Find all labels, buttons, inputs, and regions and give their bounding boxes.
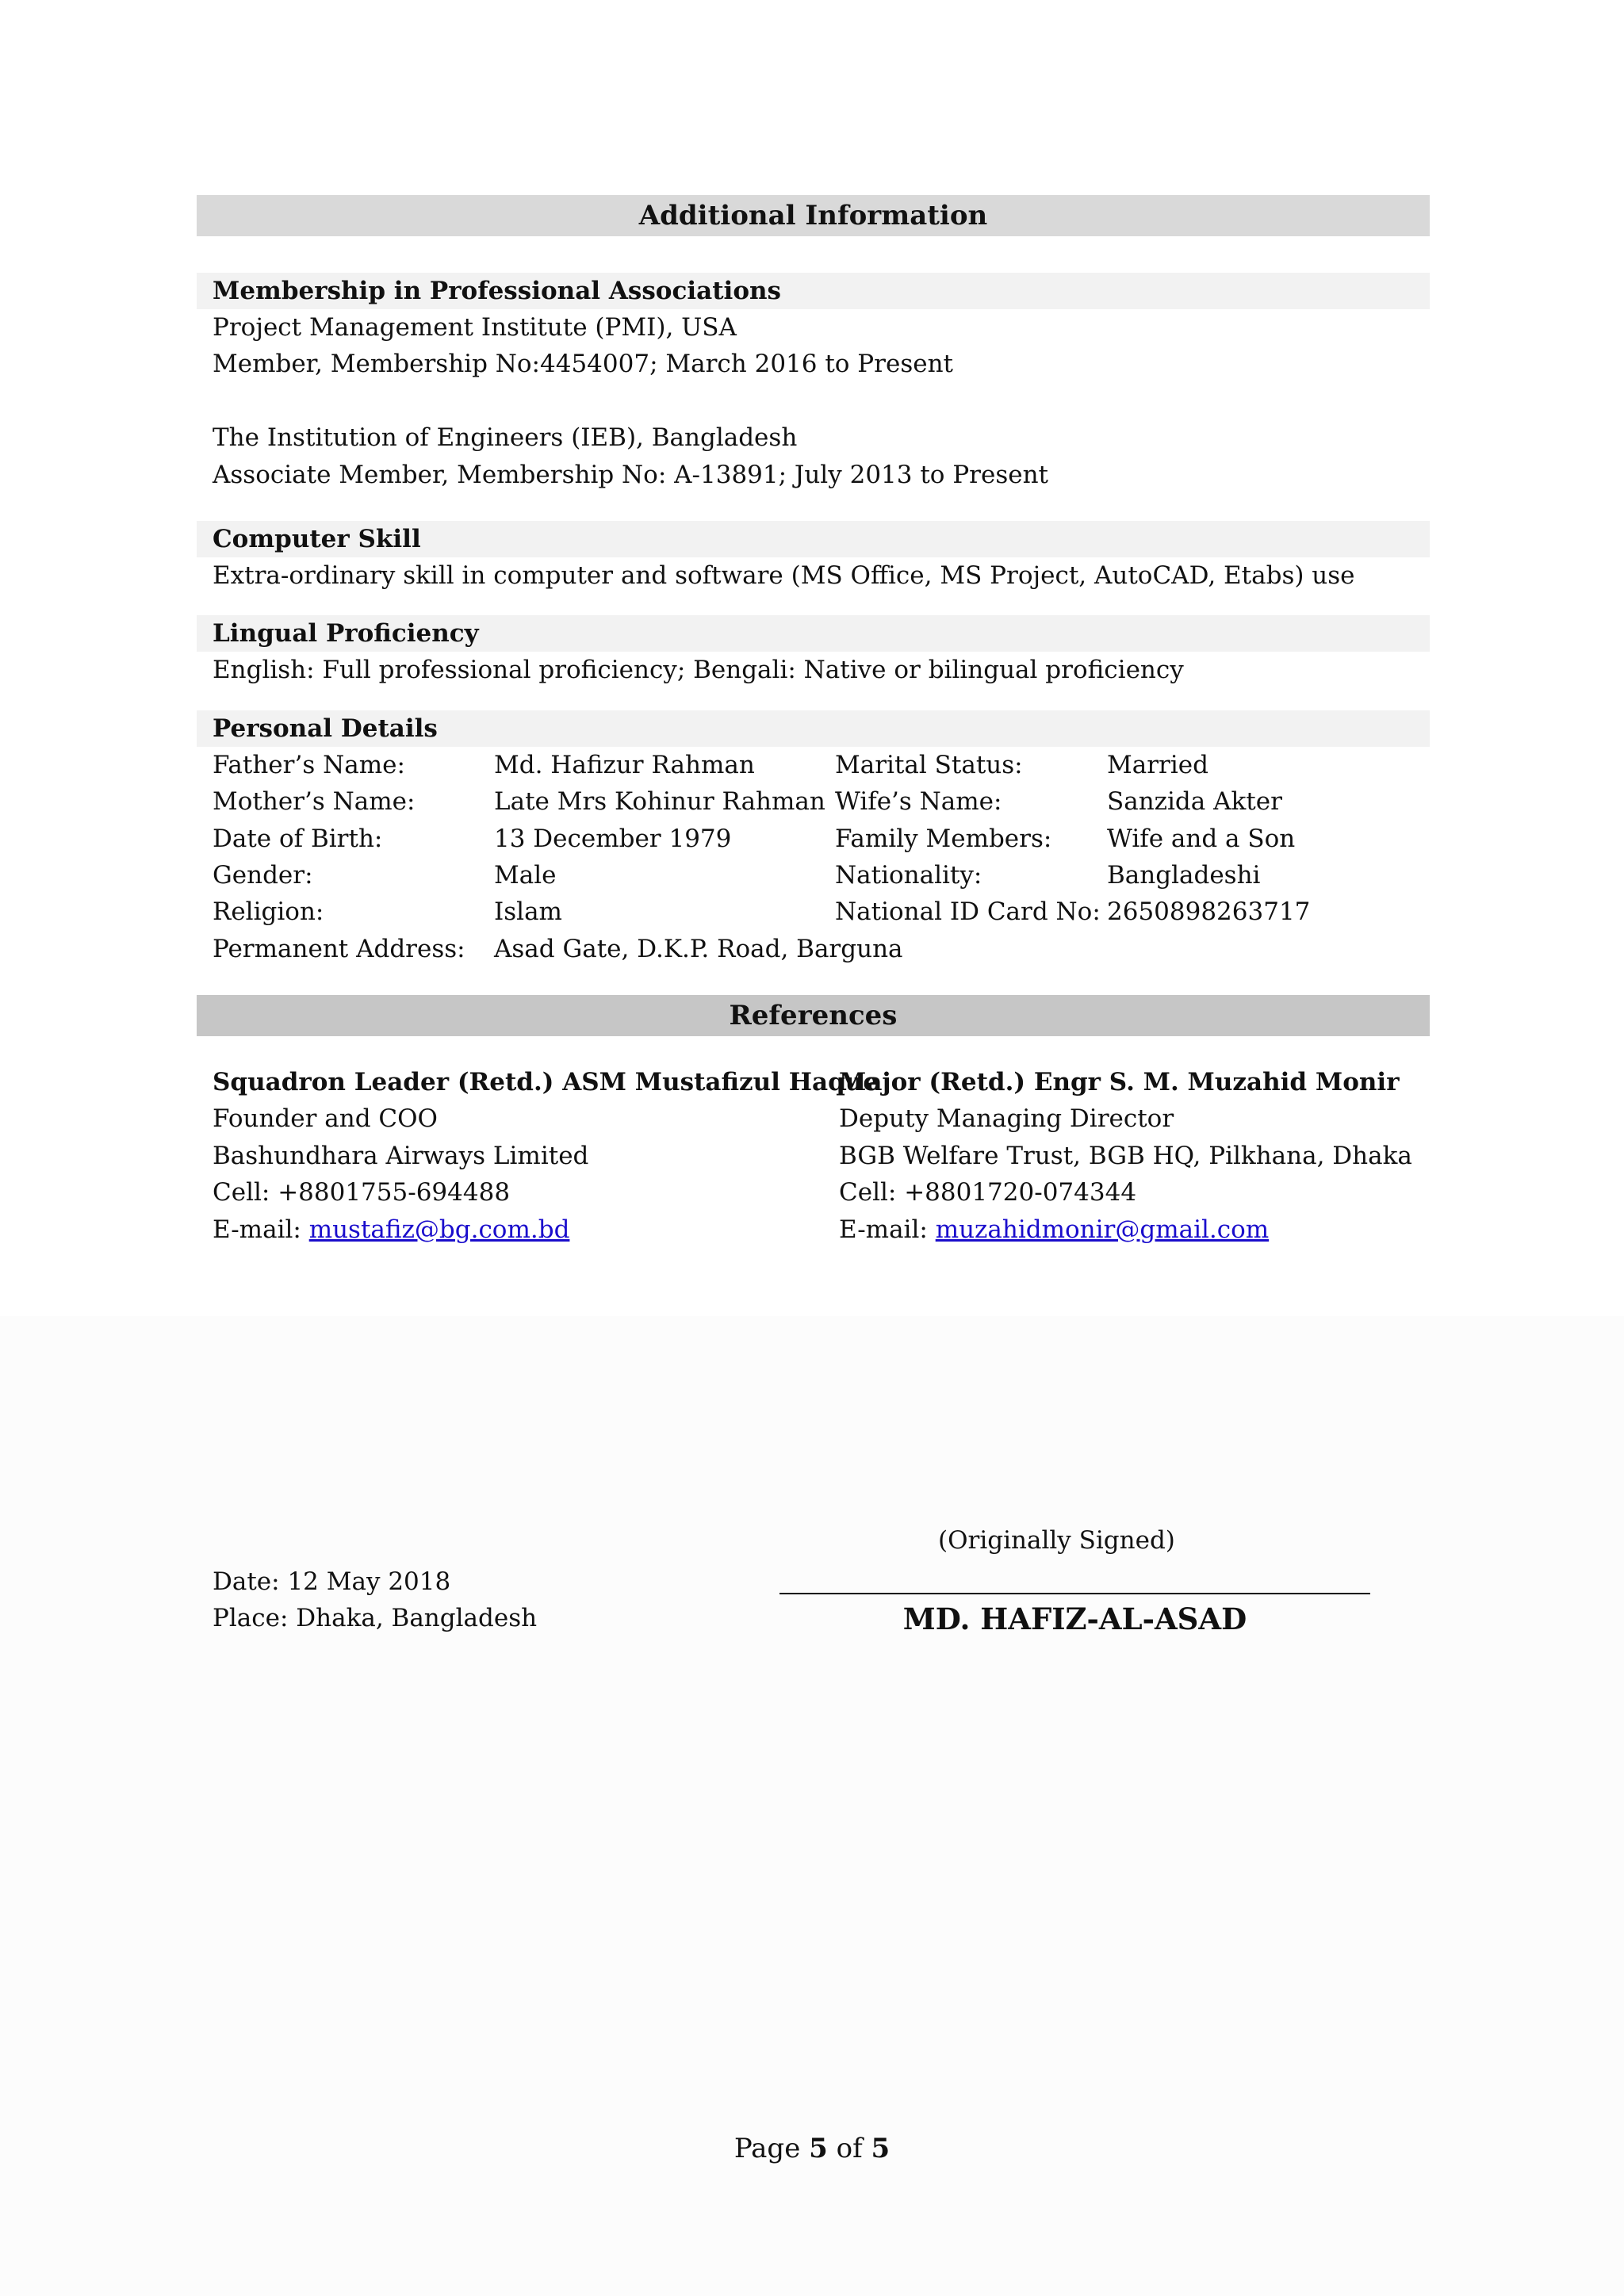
computer-skill-heading: Computer Skill bbox=[197, 521, 1430, 557]
detail-label bbox=[835, 931, 1107, 967]
personal-details-heading: Personal Details bbox=[197, 710, 1430, 747]
membership-org: The Institution of Engineers (IEB), Bangladesh bbox=[213, 423, 798, 453]
detail-label: Family Members: bbox=[835, 824, 1052, 853]
detail-value: Sanzida Akter bbox=[1107, 787, 1282, 817]
personal-details-row bbox=[197, 894, 1430, 930]
detail-label: Gender: bbox=[213, 860, 313, 890]
additional-information-heading: Additional Information bbox=[197, 195, 1430, 236]
total-pages: 5 bbox=[871, 2133, 891, 2164]
reference-organization: BGB Welfare Trust, BGB HQ, Pilkhana, Dhaka bbox=[839, 1141, 1412, 1170]
reference-email-link[interactable]: mustafiz@bg.com.bd bbox=[308, 1215, 570, 1244]
personal-details-row bbox=[197, 857, 1430, 894]
detail-label: Date of Birth: bbox=[213, 824, 383, 853]
references-list bbox=[197, 1064, 1430, 1248]
reference-cell: Cell: +8801720-074344 bbox=[839, 1178, 1137, 1207]
detail-value: Late Mrs Kohinur Rahman bbox=[494, 787, 825, 817]
reference-card bbox=[839, 1064, 1412, 1248]
detail-label: Wife’s Name: bbox=[835, 787, 1002, 817]
signature-date: Date: 12 May 2018 bbox=[213, 1567, 451, 1596]
signature-line bbox=[779, 1593, 1370, 1594]
reference-name: Major (Retd.) Engr S. M. Muzahid Monir bbox=[839, 1068, 1400, 1097]
blank-line bbox=[197, 383, 1430, 419]
detail-value bbox=[1107, 931, 1424, 967]
personal-details-row bbox=[197, 747, 1430, 783]
detail-label: Father’s Name: bbox=[213, 750, 405, 779]
reference-organization: Bashundhara Airways Limited bbox=[213, 1141, 589, 1170]
email-label: E-mail: bbox=[839, 1215, 936, 1244]
reference-position: Deputy Managing Director bbox=[839, 1104, 1174, 1134]
computer-skill-text: Extra-ordinary skill in computer and software (MS Office, MS Project, AutoCAD, Etabs) use bbox=[213, 561, 1355, 590]
originally-signed-note: (Originally Signed) bbox=[938, 1526, 1175, 1555]
personal-details-row bbox=[197, 931, 1430, 967]
page-word: Page bbox=[733, 2133, 801, 2164]
reference-email-line bbox=[213, 1211, 839, 1248]
detail-value: Wife and a Son bbox=[1107, 824, 1296, 853]
detail-value: 13 December 1979 bbox=[494, 824, 732, 853]
email-label: E-mail: bbox=[213, 1215, 309, 1244]
reference-email-line bbox=[839, 1211, 1412, 1248]
date-place-block bbox=[213, 1563, 537, 1637]
signature-place: Place: Dhaka, Bangladesh bbox=[213, 1604, 538, 1633]
lingual-proficiency-heading: Lingual Proficiency bbox=[197, 615, 1430, 652]
detail-label: Mother’s Name: bbox=[213, 787, 416, 817]
detail-label: Religion: bbox=[213, 897, 324, 927]
detail-label: Permanent Address: bbox=[213, 934, 465, 963]
detail-value: Md. Hafizur Rahman bbox=[494, 750, 755, 779]
personal-details-table bbox=[197, 747, 1430, 967]
detail-value: Islam bbox=[494, 897, 562, 927]
detail-value: Married bbox=[1107, 750, 1208, 779]
of-word: of bbox=[836, 2133, 863, 2164]
detail-value: Male bbox=[494, 860, 557, 890]
personal-details-row bbox=[197, 783, 1430, 820]
membership-detail: Associate Member, Membership No: A-13891; July 2013 to Present bbox=[213, 460, 1049, 489]
detail-value: Bangladeshi bbox=[1107, 860, 1261, 890]
reference-card bbox=[213, 1064, 879, 1248]
references-heading: References bbox=[197, 995, 1430, 1036]
detail-label: Marital Status: bbox=[835, 750, 1023, 779]
signatory-name: MD. HAFIZ-AL-ASAD bbox=[902, 1601, 1247, 1636]
reference-email-link[interactable]: muzahidmonir@gmail.com bbox=[935, 1215, 1270, 1244]
lingual-proficiency-text: English: Full professional proficiency; Bengali: Native or bilingual proficiency bbox=[213, 656, 1184, 685]
reference-name: Squadron Leader (Retd.) ASM Mustafizul Haque bbox=[213, 1068, 879, 1097]
detail-value: 2650898263717 bbox=[1107, 897, 1311, 927]
personal-details-row bbox=[197, 821, 1430, 857]
membership-org: Project Management Institute (PMI), USA bbox=[213, 313, 737, 342]
page-content bbox=[197, 195, 1430, 1248]
detail-label: National ID Card No: bbox=[835, 897, 1101, 927]
membership-heading: Membership in Professional Associations bbox=[197, 273, 1430, 309]
membership-detail: Member, Membership No:4454007; March 2016 to Present bbox=[213, 350, 954, 379]
detail-label: Nationality: bbox=[835, 860, 982, 890]
current-page: 5 bbox=[809, 2133, 828, 2164]
page-number bbox=[0, 2133, 1624, 2164]
detail-value: Asad Gate, D.K.P. Road, Barguna bbox=[494, 934, 903, 963]
reference-position: Founder and COO bbox=[213, 1104, 438, 1134]
reference-cell: Cell: +8801755-694488 bbox=[213, 1178, 511, 1207]
